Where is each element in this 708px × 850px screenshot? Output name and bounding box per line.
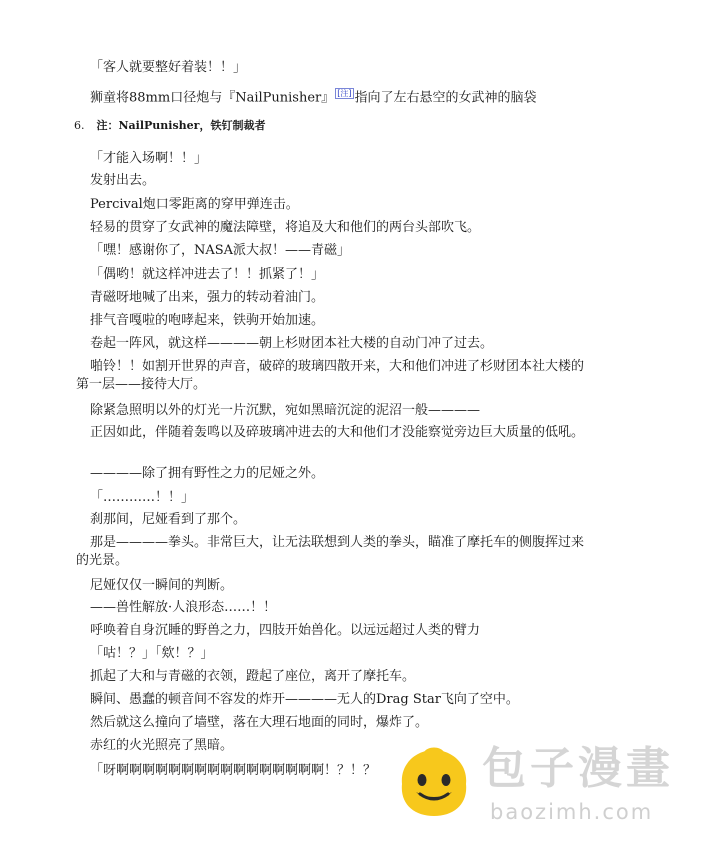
paragraph: 「偶哟！就这样冲进去了！！抓紧了！」	[90, 267, 325, 282]
paragraph: ——兽性解放·人浪形态……！！	[90, 600, 277, 615]
paragraph: 轻易的贯穿了女武神的魔法障壁，将追及大和他们的两台头部吹飞。	[90, 220, 481, 235]
paragraph: Percival炮口零距离的穿甲弹连击。	[90, 197, 299, 212]
watermark-url: baozimh.com	[490, 800, 654, 824]
footnote-number: 6.	[74, 119, 85, 132]
paragraph: 尼娅仅仅一瞬间的判断。	[90, 578, 234, 593]
paragraph: 那是————拳头。非常巨大，让无法联想到人类的拳头，瞄准了摩托车的侧腹挥过来的光景。	[76, 535, 585, 568]
paragraph: 赤红的火光照亮了黑暗。	[90, 738, 234, 753]
paragraph: 青磁呀地喊了出来，强力的转动着油门。	[90, 290, 325, 305]
paragraph: 卷起一阵风，就这样————朝上杉财团本社大楼的自动门冲了过去。	[90, 336, 494, 351]
paragraph: 「呀啊啊啊啊啊啊啊啊啊啊啊啊啊啊啊啊！？！？	[90, 763, 377, 778]
watermark	[394, 742, 694, 834]
paragraph: 呼唤着自身沉睡的野兽之力，四肢开始兽化。以远远超过人类的臂力	[90, 623, 481, 638]
paragraph: 刹那间，尼娅看到了那个。	[90, 512, 247, 527]
paragraph: 瞬间、愚蠢的顿音间不容发的炸开————无人的Drag Star飞向了空中。	[90, 692, 519, 707]
paragraph: 发射出去。	[90, 173, 156, 188]
paragraph-text: 狮童将88mm口径炮与『NailPunisher』	[90, 90, 335, 106]
bun-logo-icon	[394, 744, 474, 820]
paragraph: 「客人就要整好着装！！」	[90, 60, 247, 75]
watermark-title: 包子漫畫	[482, 743, 674, 794]
paragraph: 啪铃！！如割开世界的声音，破碎的玻璃四散开来，大和他们冲进了杉财团本社大楼的第一层——接待大厅。	[76, 359, 585, 392]
paragraph: 「咕！？」「欸！？」	[90, 646, 214, 661]
paragraph: 「才能入场啊！！」	[90, 151, 208, 166]
paragraph: ————除了拥有野性之力的尼娅之外。	[90, 466, 325, 481]
footnote	[74, 118, 265, 134]
paragraph: 然后就这么撞向了墙壁，落在大理石地面的同时，爆炸了。	[90, 715, 429, 730]
paragraph: 「嘿！感谢你了，NASA派大叔！——青磁」	[90, 243, 351, 258]
paragraph: 正因如此，伴随着轰鸣以及碎玻璃冲进去的大和他们才没能察觉旁边巨大质量的低吼。	[90, 425, 585, 440]
footnote-marker[interactable]: [注]	[337, 89, 352, 98]
paragraph: 「…………！！」	[90, 490, 195, 505]
paragraph: 排气音嘎啦的咆哮起来，铁驹开始加速。	[90, 313, 325, 328]
paragraph-text: 指向了左右悬空的女武神的脑袋	[354, 90, 537, 106]
paragraph	[90, 85, 610, 107]
paragraph: 除紧急照明以外的灯光一片沉默，宛如黑暗沉淀的泥沼一般————	[90, 403, 481, 418]
paragraph: 抓起了大和与青磁的衣领，蹬起了座位，离开了摩托车。	[90, 669, 416, 684]
footnote-text: 注：NailPunisher，铁钉制裁者	[96, 119, 266, 132]
